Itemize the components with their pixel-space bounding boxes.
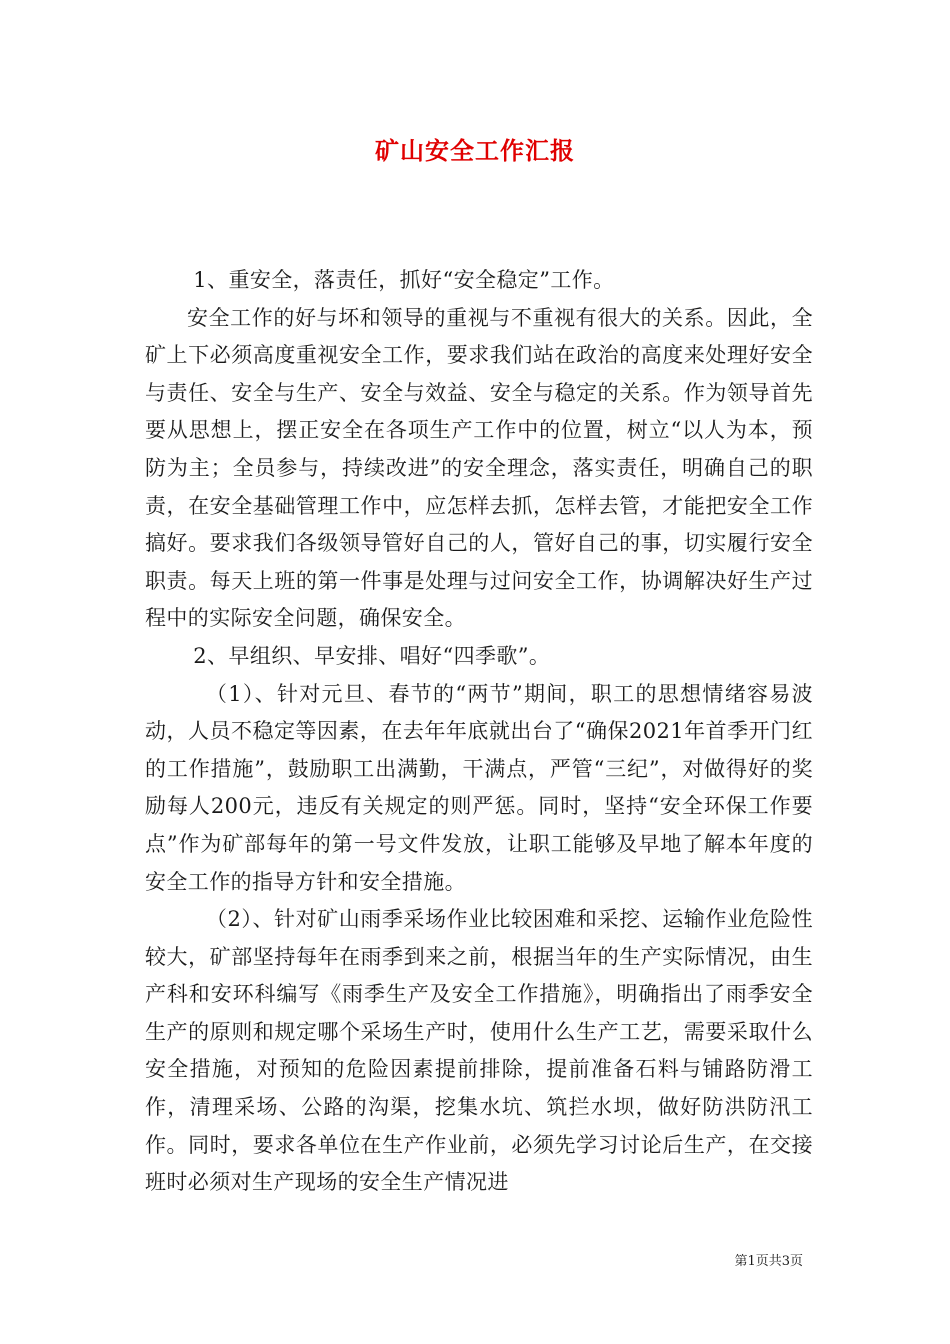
paragraph-item-1: （1）、针对元旦、春节的“两节”期间，职工的思想情绪容易波动，人员不稳定等因素，在去年年底就出台了“确保2021年首季开门红的工作措施”，鼓励职工出满勤，干满点，严管“三纪”，对做得好的奖励每人200元，违反有关规定的则严惩。同时，坚持“安全环保工作要点”作为矿部每年的第一号文件发放，让职工能够及早地了解本年度的安全工作的指导方针和安全措施。: [145, 681, 813, 894]
section-heading-1: 1、重安全，落责任，抓好“安全稳定”工作。: [193, 268, 615, 292]
document-body: [145, 262, 813, 1202]
document-title: 矿山安全工作汇报: [375, 137, 575, 165]
page-number: 第1页共3页: [734, 1254, 803, 1269]
paragraph-item-2: （2）、针对矿山雨季采场作业比较困难和采挖、运输作业危险性较大，矿部坚持每年在雨季到来之前，根据当年的生产实际情况，由生产科和安环科编写《雨季生产及安全工作措施》，明确指出了雨季安全生产的原则和规定哪个采场生产时，使用什么生产工艺，需要采取什么安全措施，对预知的危险因素提前排除，提前准备石料与铺路防滑工作，清理采场、公路的沟渠，挖集水坑、筑拦水坝，做好防洪防汛工作。同时，要求各单位在生产作业前，必须先学习讨论后生产，在交接班时必须对生产现场的安全生产情况进: [145, 907, 813, 1195]
paragraph-1: 安全工作的好与坏和领导的重视与不重视有很大的关系。因此，全矿上下必须高度重视安全工作，要求我们站在政治的高度来处理好安全与责任、安全与生产、安全与效益、安全与稳定的关系。作为领导首先要从思想上，摆正安全在各项生产工作中的位置，树立“以人为本，预防为主；全员参与，持续改进”的安全理念，落实责任，明确自己的职责，在安全基础管理工作中，应怎样去抓，怎样去管，才能把安全工作搞好。要求我们各级领导管好自己的人，管好自己的事，切实履行安全职责。每天上班的第一件事是处理与过问安全工作，协调解决好生产过程中的实际安全问题，确保安全。: [145, 305, 813, 631]
section-heading-2: 2、早组织、早安排、唱好“四季歌”。: [193, 643, 551, 668]
